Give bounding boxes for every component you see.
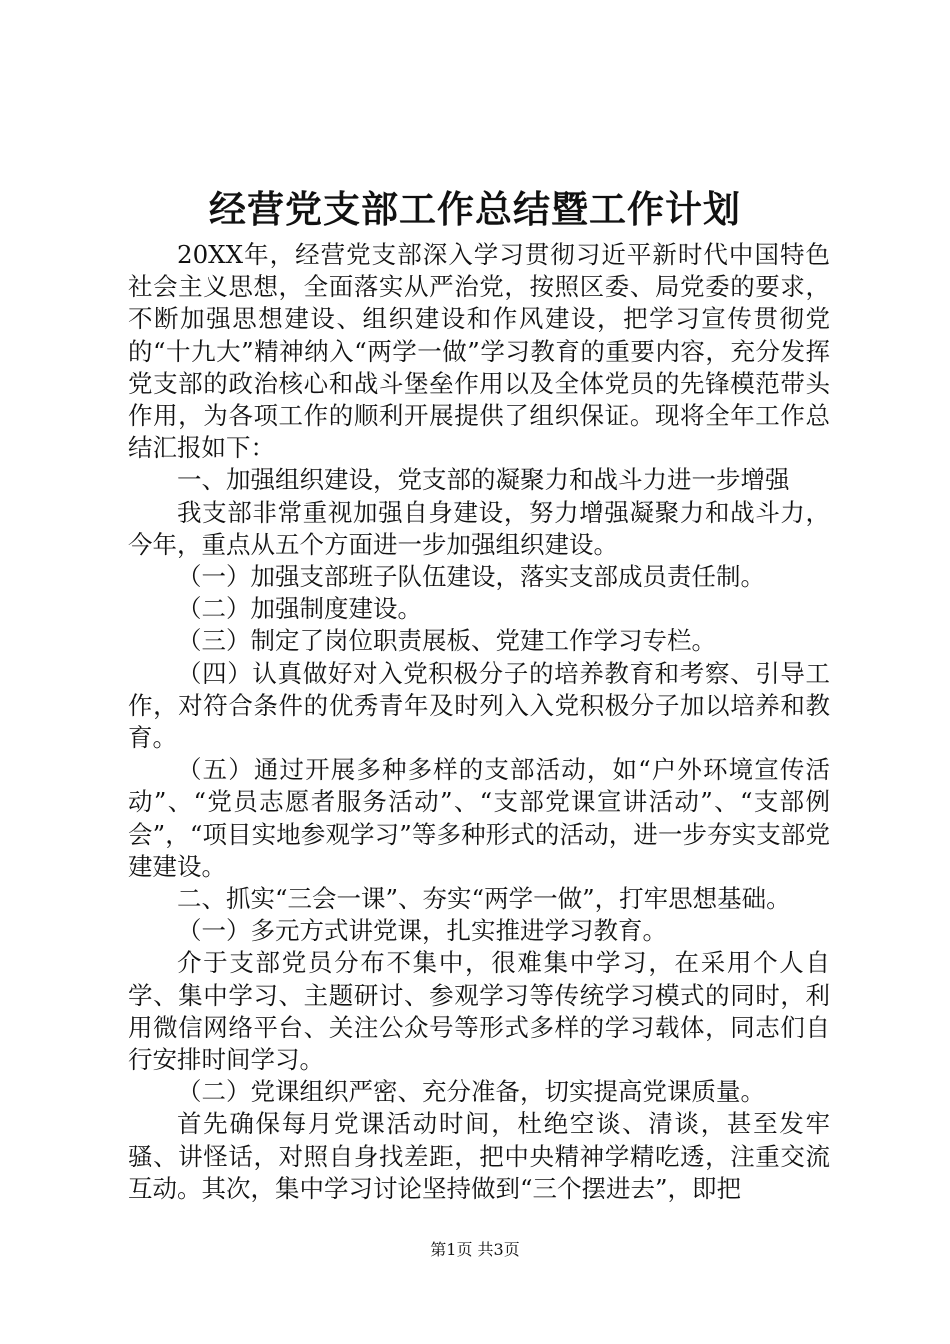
section-heading: 二、抓实“三会一课”、夯实“两学一做”，打牢思想基础。 (177, 884, 791, 914)
list-item: （五）通过开展多种多样的支部活动，如“户外环境宣传活动”、“党员志愿者服务活动”、“支部党课宣讲活动”、“支部例会”，“项目实地参观学习”等多种形式的活动，进一步夯实支部党建建设。 (128, 755, 830, 881)
list-item: （二）加强制度建设。 (177, 594, 422, 624)
list-item: （二）党课组织严密、充分准备，切实提高党课质量。 (177, 1077, 765, 1107)
document-title: 经营党支部工作总结暨工作计划 (209, 187, 741, 231)
list-item: （一）加强支部班子队伍建设，落实支部成员责任制。 (177, 562, 765, 592)
paragraph: 我支部非常重视加强自身建设，努力增强凝聚力和战斗力，今年，重点从五个方面进一步加强组织建设。 (128, 497, 830, 559)
paragraph: 20XX年，经营党支部深入学习贯彻习近平新时代中国特色社会主义思想，全面落实从严治党，按照区委、局党委的要求，不断加强思想建设、组织建设和作风建设，把学习宣传贯彻党的“十九大”精神纳入“两学一做”学习教育的重要内容，充分发挥党支部的政治核心和战斗堡垒作用以及全体党员的先锋模范带头作用，为各项工作的顺利开展提供了组织保证。现将全年工作总结汇报如下： (128, 240, 830, 463)
paragraph: 首先确保每月党课活动时间，杜绝空谈、清谈，甚至发牢骚、讲怪话，对照自身找差距，把中央精神学精吃透，注重交流互动。其次，集中学习讨论坚持做到“三个摆进去”，即把 (128, 1109, 830, 1203)
document-body (128, 239, 830, 1205)
paragraph: 介于支部党员分布不集中，很难集中学习，在采用个人自学、集中学习、主题研讨、参观学习等传统学习模式的同时，利用微信网络平台、关注公众号等形式多样的学习载体，同志们自行安排时间学习。 (128, 948, 830, 1075)
list-item: （三）制定了岗位职责展板、党建工作学习专栏。 (177, 626, 716, 656)
list-item: （一）多元方式讲党课，扎实推进学习教育。 (177, 916, 667, 946)
page-number: 第1页 共3页 (430, 1240, 520, 1259)
section-heading: 一、加强组织建设，党支部的凝聚力和战斗力进一步增强 (177, 465, 790, 495)
list-item: （四）认真做好对入党积极分子的培养教育和考察、引导工作，对符合条件的优秀青年及时列入入党积极分子加以培养和教育。 (128, 658, 830, 753)
